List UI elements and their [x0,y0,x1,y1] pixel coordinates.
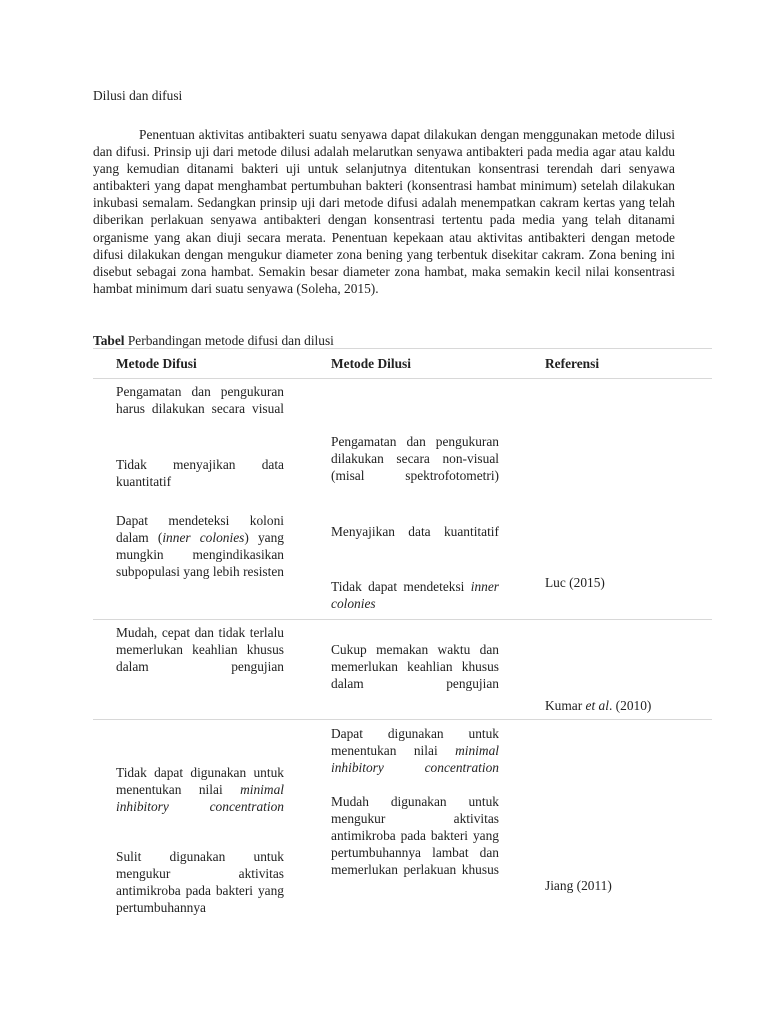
table-caption-label: Tabel [93,333,125,348]
row1-dilusi-point2: Menyajikan data kuantitatif [331,524,499,539]
row3-referensi: Jiang (2011) [545,878,612,893]
table-caption [93,332,334,349]
row2-referensi: Kumar et al. (2010) [545,698,652,713]
row2-difusi-point1: Mudah, cepat dan tidak terlalu memerlukan keahlian khusus dalam pengujian [116,625,284,675]
table-top-rule [93,348,712,349]
row3-dilusi-point2: Mudah digunakan untuk mengukur aktivitas antimikroba pada bakteri yang pertumbuhannya lambat dan memerlukan perlakuan khusus [331,794,499,878]
row1-referensi: Luc (2015) [545,575,605,590]
row2-rule [93,719,712,720]
row1-dilusi-point1: Pengamatan dan pengukuran dilakukan secara non-visual (misal spektrofotometri) [331,434,499,484]
table-caption-text: Perbandingan metode difusi dan dilusi [124,333,334,348]
header-metode-dilusi: Metode Dilusi [331,356,411,371]
row3-difusi-point2: Sulit digunakan untuk mengukur aktivitas antimikroba pada bakteri yang pertumbuhannya [116,849,284,916]
header-metode-difusi: Metode Difusi [116,356,197,371]
header-referensi: Referensi [545,356,600,371]
row3-difusi-point1: Tidak dapat digunakan untuk menentukan nilai minimal inhibitory concentration [116,765,284,815]
row3-dilusi-point1: Dapat digunakan untuk menentukan nilai minimal inhibitory concentration [331,726,499,776]
body-paragraph: Penentuan aktivitas antibakteri suatu senyawa dapat dilakukan dengan menggunakan metode dilusi dan difusi. Prinsip uji dari metode dilusi adalah melarutkan senyawa antibakteri pada media agar atau kaldu yang kemudian ditanami bakteri uji untuk selanjutnya ditentukan konsentrasi terendah dari senyawa antibakteri yang dapat menghambat pertumbuhan bakteri (konsentrasi hambat minimum) setelah dilakukan inkubasi semalam. Sedangkan prinsip uji dari metode difusi adalah menempatkan cakram kertas yang telah diberikan perlakuan senyawa antibakteri dengan konsentrasi tertentu pada media yang telah ditanami organisme yang akan diuji secara merata. Penentuan kepekaan atau aktivitas antibakteri dengan metode difusi dilakukan dengan mengukur diameter zona bening yang terbentuk disekitar cakram. Zona bening ini disebut sebagai zona hambat. Semakin besar diameter zona hambat, maka semakin kecil nilai konsentrasi hambat minimum dari suatu senyawa (Soleha, 2015). [93,127,675,296]
row2-dilusi-point1: Cukup memakan waktu dan memerlukan keahlian khusus dalam pengujian [331,642,499,692]
section-heading: Dilusi dan difusi [93,88,183,103]
row1-rule [93,619,712,620]
row1-difusi-point3: Dapat mendeteksi koloni dalam (inner colonies) yang mungkin mengindikasikan subpopulasi yang lebih resisten [116,513,284,580]
header-rule [93,378,712,379]
row1-dilusi-point3: Tidak dapat mendeteksi inner colonies [331,579,499,612]
row1-difusi-point2: Tidak menyajikan data kuantitatif [116,457,284,490]
row1-difusi-point1: Pengamatan dan pengukuran harus dilakukan secara visual [116,384,284,417]
